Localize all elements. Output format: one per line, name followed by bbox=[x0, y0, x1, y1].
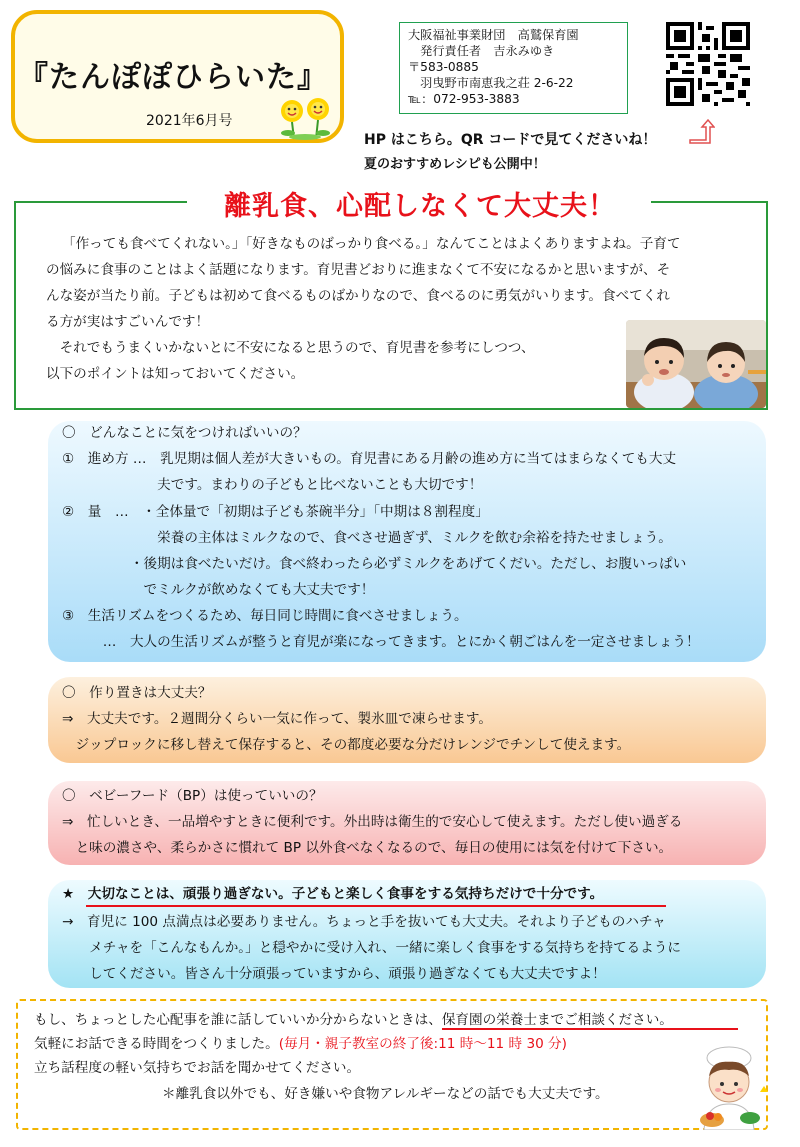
baby-food-heading: 〇 ベビーフード（BP）は使っていいの？ bbox=[62, 788, 323, 804]
dandelion-flower-right bbox=[307, 98, 329, 120]
tips-line: 夫です。まわりの子どもと比べないことも大切です！ bbox=[62, 477, 483, 493]
nutritionist-chef-icon bbox=[688, 1046, 770, 1130]
intro-line: 以下のポイントは知っておいてください。 bbox=[46, 366, 305, 382]
tips-line: ② 量 … ・全体量で「初期は子ども茶碗半分」「中期は８割程度」 bbox=[62, 504, 489, 520]
qr-code-icon[interactable] bbox=[666, 22, 750, 106]
recipe-note: 夏のおすすめレシピも公開中！ bbox=[364, 157, 546, 172]
key-message-line: → 育児に 100 点満点は必要ありません。ちょっと手を抜いても大丈夫。それより子どものハチャ bbox=[62, 914, 666, 930]
dandelion-icon bbox=[276, 97, 336, 141]
tips-heading: 〇 どんなことに気をつければいいの？ bbox=[62, 425, 307, 441]
intro-box-top-border bbox=[14, 201, 187, 203]
baby-food-line: ⇒ 忙しいとき、一品増やすときに便利です。外出時は衛生的で安心して使えます。ただし使い過ぎる bbox=[62, 814, 683, 830]
consultation-note: ＊離乳食以外でも、好き嫌いや食物アレルギーなどの話でも大丈夫です。 bbox=[162, 1086, 609, 1102]
key-message-line: してください。皆さん十分頑張っていますから、頑張り過ぎなくても大丈夫ですよ！ bbox=[62, 966, 606, 982]
info-line: 大阪福祉事業財団 高鷲保育園 bbox=[408, 28, 579, 42]
intro-line: の悩みに食事のことはよく話題になります。育児書どおりに進まなくて不安になるかと思いますが、そ bbox=[46, 262, 671, 278]
make-ahead-line: ⇒ 大丈夫です。２週間分くらい一気に作って、製氷皿で凍らせます。 bbox=[62, 711, 492, 727]
make-ahead-heading: 〇 作り置きは大丈夫？ bbox=[62, 685, 212, 701]
baby-food-line: と味の濃さや、柔らかさに慣れて BP 以外食べなくなるので、毎日の使用には気を付けて下さい。 bbox=[62, 840, 673, 856]
consultation-line bbox=[34, 1010, 673, 1030]
info-line: 羽曳野市南恵我之荘 2-6-22 bbox=[408, 76, 574, 90]
key-message-heading: ★ 大切なことは、頑張り過ぎない。子どもと楽しく食事をする気持ちだけで十分です。 bbox=[62, 886, 604, 902]
intro-line: んな姿が当たり前。子どもは初めて食べるものばかりなので、食べるのに勇気がいります。食べてくれ bbox=[46, 288, 670, 304]
dandelion-flower-left bbox=[281, 100, 303, 122]
headline: 離乳食、心配しなくて大丈夫！ bbox=[224, 191, 616, 222]
make-ahead-line: ジップロックに移し替えて保存すると、その都度必要な分だけレンジでチンして使えます。 bbox=[62, 737, 631, 753]
tips-line: … 大人の生活リズムが整うと育児が楽になってきます。とにかく朝ごはんを一定させましょう！ bbox=[62, 634, 700, 650]
newsletter-title: 『たんぽぽひらいた』 bbox=[18, 60, 328, 95]
tips-line: でミルクが飲めなくても大丈夫です！ bbox=[62, 582, 375, 598]
info-line: 発行責任者 吉永みゆき bbox=[408, 44, 555, 58]
children-eating-photo bbox=[626, 320, 766, 408]
consultation-underline bbox=[442, 1028, 738, 1030]
tips-line: ・後期は食べたいだけ。食べ終わったら必ずミルクをあげてくだい。ただし、お腹いっぱい bbox=[62, 556, 687, 572]
tips-line: ③ 生活リズムをつくるため、毎日同じ時間に食べさせましょう。 bbox=[62, 608, 468, 624]
key-message-line: メチャを「こんなもんか。」と穏やかに受け入れ、一緒に楽しく食事をする気持ちを持てるように bbox=[62, 940, 681, 956]
consultation-line: 立ち話程度の軽い気持ちでお話を聞かせてください。 bbox=[34, 1060, 361, 1076]
intro-box-top-border bbox=[651, 201, 768, 203]
homepage-note: HP はこちら。QR コードで見てくださいね！ bbox=[364, 132, 657, 148]
info-line: ℡：072-953-3883 bbox=[408, 92, 520, 106]
intro-line: それでもうまくいかないとに不安になると思うので、育児書を参考にしつつ、 bbox=[46, 340, 535, 356]
consultation-text: もし、ちょっとした心配事を誰に話していいか分からないときは、 bbox=[34, 1012, 442, 1028]
consultation-line bbox=[34, 1034, 567, 1054]
issue-date: 2021年6月号 bbox=[146, 113, 233, 129]
tips-line: 栄養の主体はミルクなので、食べさせ過ぎず、ミルクを飲む余裕を持たせましょう。 bbox=[62, 530, 672, 546]
publisher-info-box bbox=[399, 22, 628, 114]
consultation-highlight: 保育園の栄養士までご相談ください。 bbox=[441, 1012, 673, 1028]
key-message-underline bbox=[86, 905, 666, 907]
tips-line: ① 進め方 … 乳児期は個人差が大きいもの。育児書にある月齢の進め方に当てはまらなくても大丈 bbox=[62, 451, 677, 467]
arrow-up-right-icon bbox=[687, 118, 715, 144]
intro-line: 「作っても食べてくれない。」「好きなものばっかり食べる。」なんてことはよくありますよね。子育て bbox=[62, 236, 681, 252]
consultation-text: 気軽にお話できる時間をつくりました。 bbox=[34, 1036, 279, 1052]
intro-line: る方が実はすごいんです！ bbox=[46, 314, 210, 330]
consultation-schedule: (毎月・親子教室の終了後:11 時～11 時 30 分) bbox=[278, 1036, 567, 1052]
info-line: 〒583-0885 bbox=[408, 60, 479, 74]
